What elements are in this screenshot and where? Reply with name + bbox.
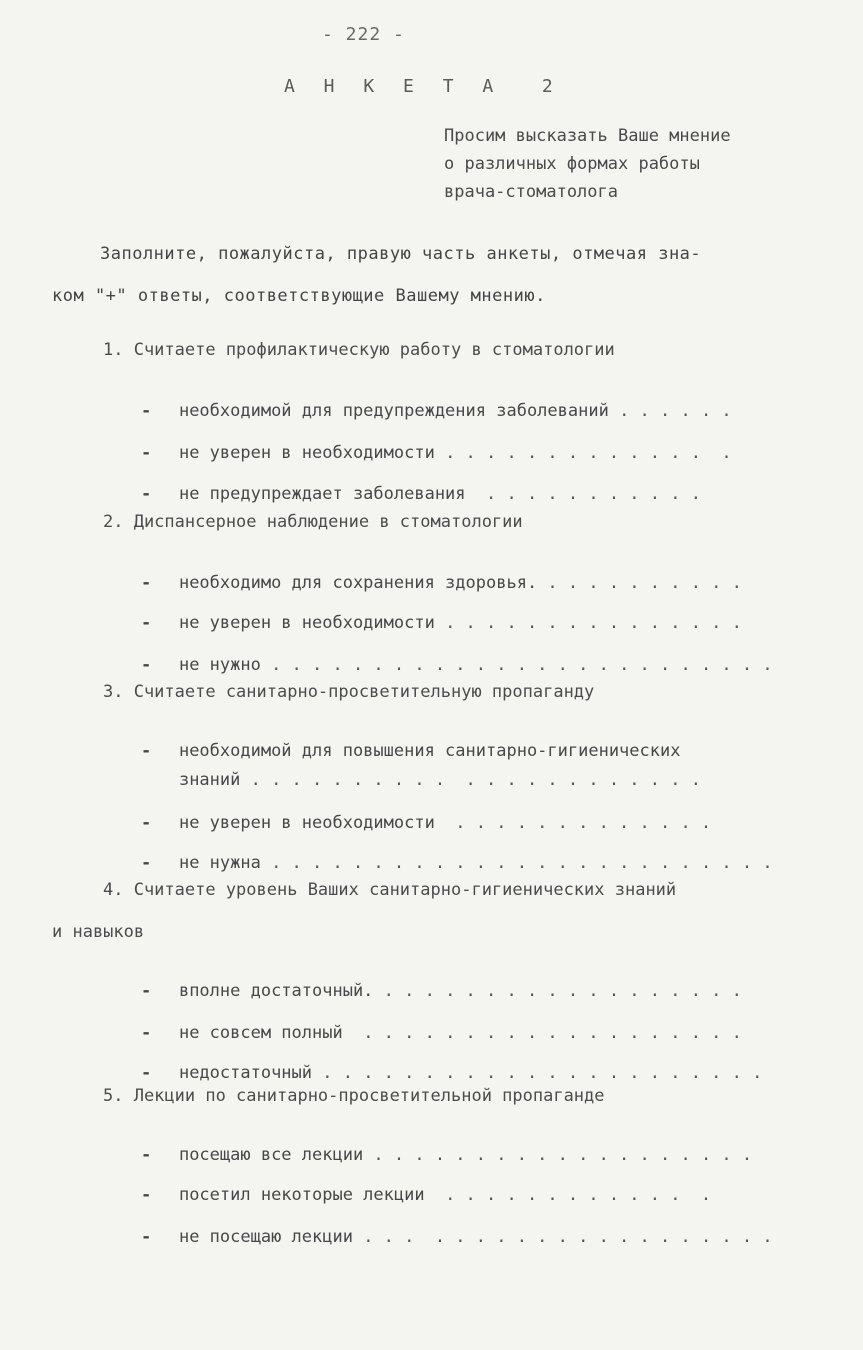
bullet-dash: - [140, 741, 152, 761]
bullet-dash: - [140, 484, 152, 504]
dot-leader: . . . . . . . . . . . . . [434, 813, 712, 833]
question-3: 3. Считаете санитарно-просветительную пропаганду [103, 682, 595, 702]
instruction-line-1: Заполните, пожалуйста, правую часть анкеты, отмечая зна- [100, 244, 702, 264]
bullet-dash: - [140, 443, 152, 463]
dot-leader: . . . . . . . . . . . . . [424, 1185, 712, 1205]
instruction-line-2: ком "+" ответы, соответствующие Вашему мнению. [52, 286, 546, 306]
question-5: 5. Лекции по санитарно-просветительной пропаганде [103, 1086, 605, 1106]
option-label: необходимой для повышения санитарно-гигиенических [178, 741, 681, 761]
dot-leader: . . . . . . . . . . . . . . . . . . . [342, 1023, 742, 1043]
dot-leader: . . . . . . . . . . . . . . . . . . [373, 981, 742, 1001]
dot-leader: . . . . . . [608, 401, 732, 421]
option-label: не нужно [178, 655, 261, 675]
option-label: посещаю все лекции [178, 1145, 364, 1165]
dot-leader: . . . . . . . . . . . . . . . . . . . . [352, 1227, 773, 1247]
dot-leader: . . . . . . . . . . . [465, 484, 701, 504]
bullet-dash: - [140, 401, 152, 421]
bullet-dash: - [140, 1145, 152, 1165]
dot-leader: . . . . . . . . . . . . . . . . . . . . . . [240, 770, 701, 790]
question-1: 1. Считаете профилактическую работу в стоматологии [103, 340, 615, 360]
option-label: знаний [178, 770, 241, 790]
option-label: не предупреждает заболевания [178, 484, 466, 504]
option-label: не уверен в необходимости [178, 443, 435, 463]
question-2: 2. Диспансерное наблюдение в стоматологии [103, 512, 523, 532]
dot-leader: . . . . . . . . . . . . . . [434, 443, 732, 463]
bullet-dash: - [140, 1063, 152, 1083]
dot-leader: . . . . . . . . . . [537, 573, 742, 593]
option-label: не посещаю лекции [178, 1227, 353, 1247]
dot-leader: . . . . . . . . . . . . . . . . . . . . . . [312, 1063, 763, 1083]
option-label: необходимой для предупреждения заболеваний [178, 401, 609, 421]
option-label: не уверен в необходимости [178, 613, 435, 633]
option-label: недостаточный [178, 1063, 313, 1083]
dot-leader: . . . . . . . . . . . . . . . . . . . . . . . . . [260, 853, 773, 873]
bullet-dash: - [140, 981, 152, 1001]
intro-line-2: о различных формах работы [444, 154, 700, 174]
option-label: посетил некоторые лекции [178, 1185, 425, 1205]
bullet-dash: - [140, 613, 152, 633]
dot-leader: . . . . . . . . . . . . . . . . . . . . . . . . . [260, 655, 773, 675]
bullet-dash: - [140, 573, 152, 593]
q5-option-3 [100, 1212, 773, 1263]
bullet-dash: - [140, 1185, 152, 1205]
dot-leader: . . . . . . . . . . . . . . . [434, 613, 742, 633]
intro-line-1: Просим высказать Ваше мнение [444, 126, 731, 146]
option-label: не нужна [178, 853, 261, 873]
page-number: - 222 - [322, 24, 405, 45]
dot-leader: . . . . . . . . . . . . . . . . . . . [363, 1145, 753, 1165]
option-label: не уверен в необходимости [178, 813, 435, 833]
bullet-dash: - [140, 853, 152, 873]
question-4: 4. Считаете уровень Ваших санитарно-гигиенических знаний [103, 880, 677, 900]
option-label: необходимо для сохранения здоровья. [178, 573, 538, 593]
bullet-dash: - [140, 1023, 152, 1043]
intro-line-3: врача-стоматолога [444, 182, 618, 202]
option-label: вполне достаточный. [178, 981, 374, 1001]
question-4-cont: и навыков [52, 922, 145, 942]
bullet-dash: - [140, 813, 152, 833]
bullet-dash: - [140, 1227, 152, 1247]
bullet-dash: - [140, 655, 152, 675]
option-label: не совсем полный [178, 1023, 343, 1043]
page-title: А Н К Е Т А 2 [284, 76, 562, 97]
